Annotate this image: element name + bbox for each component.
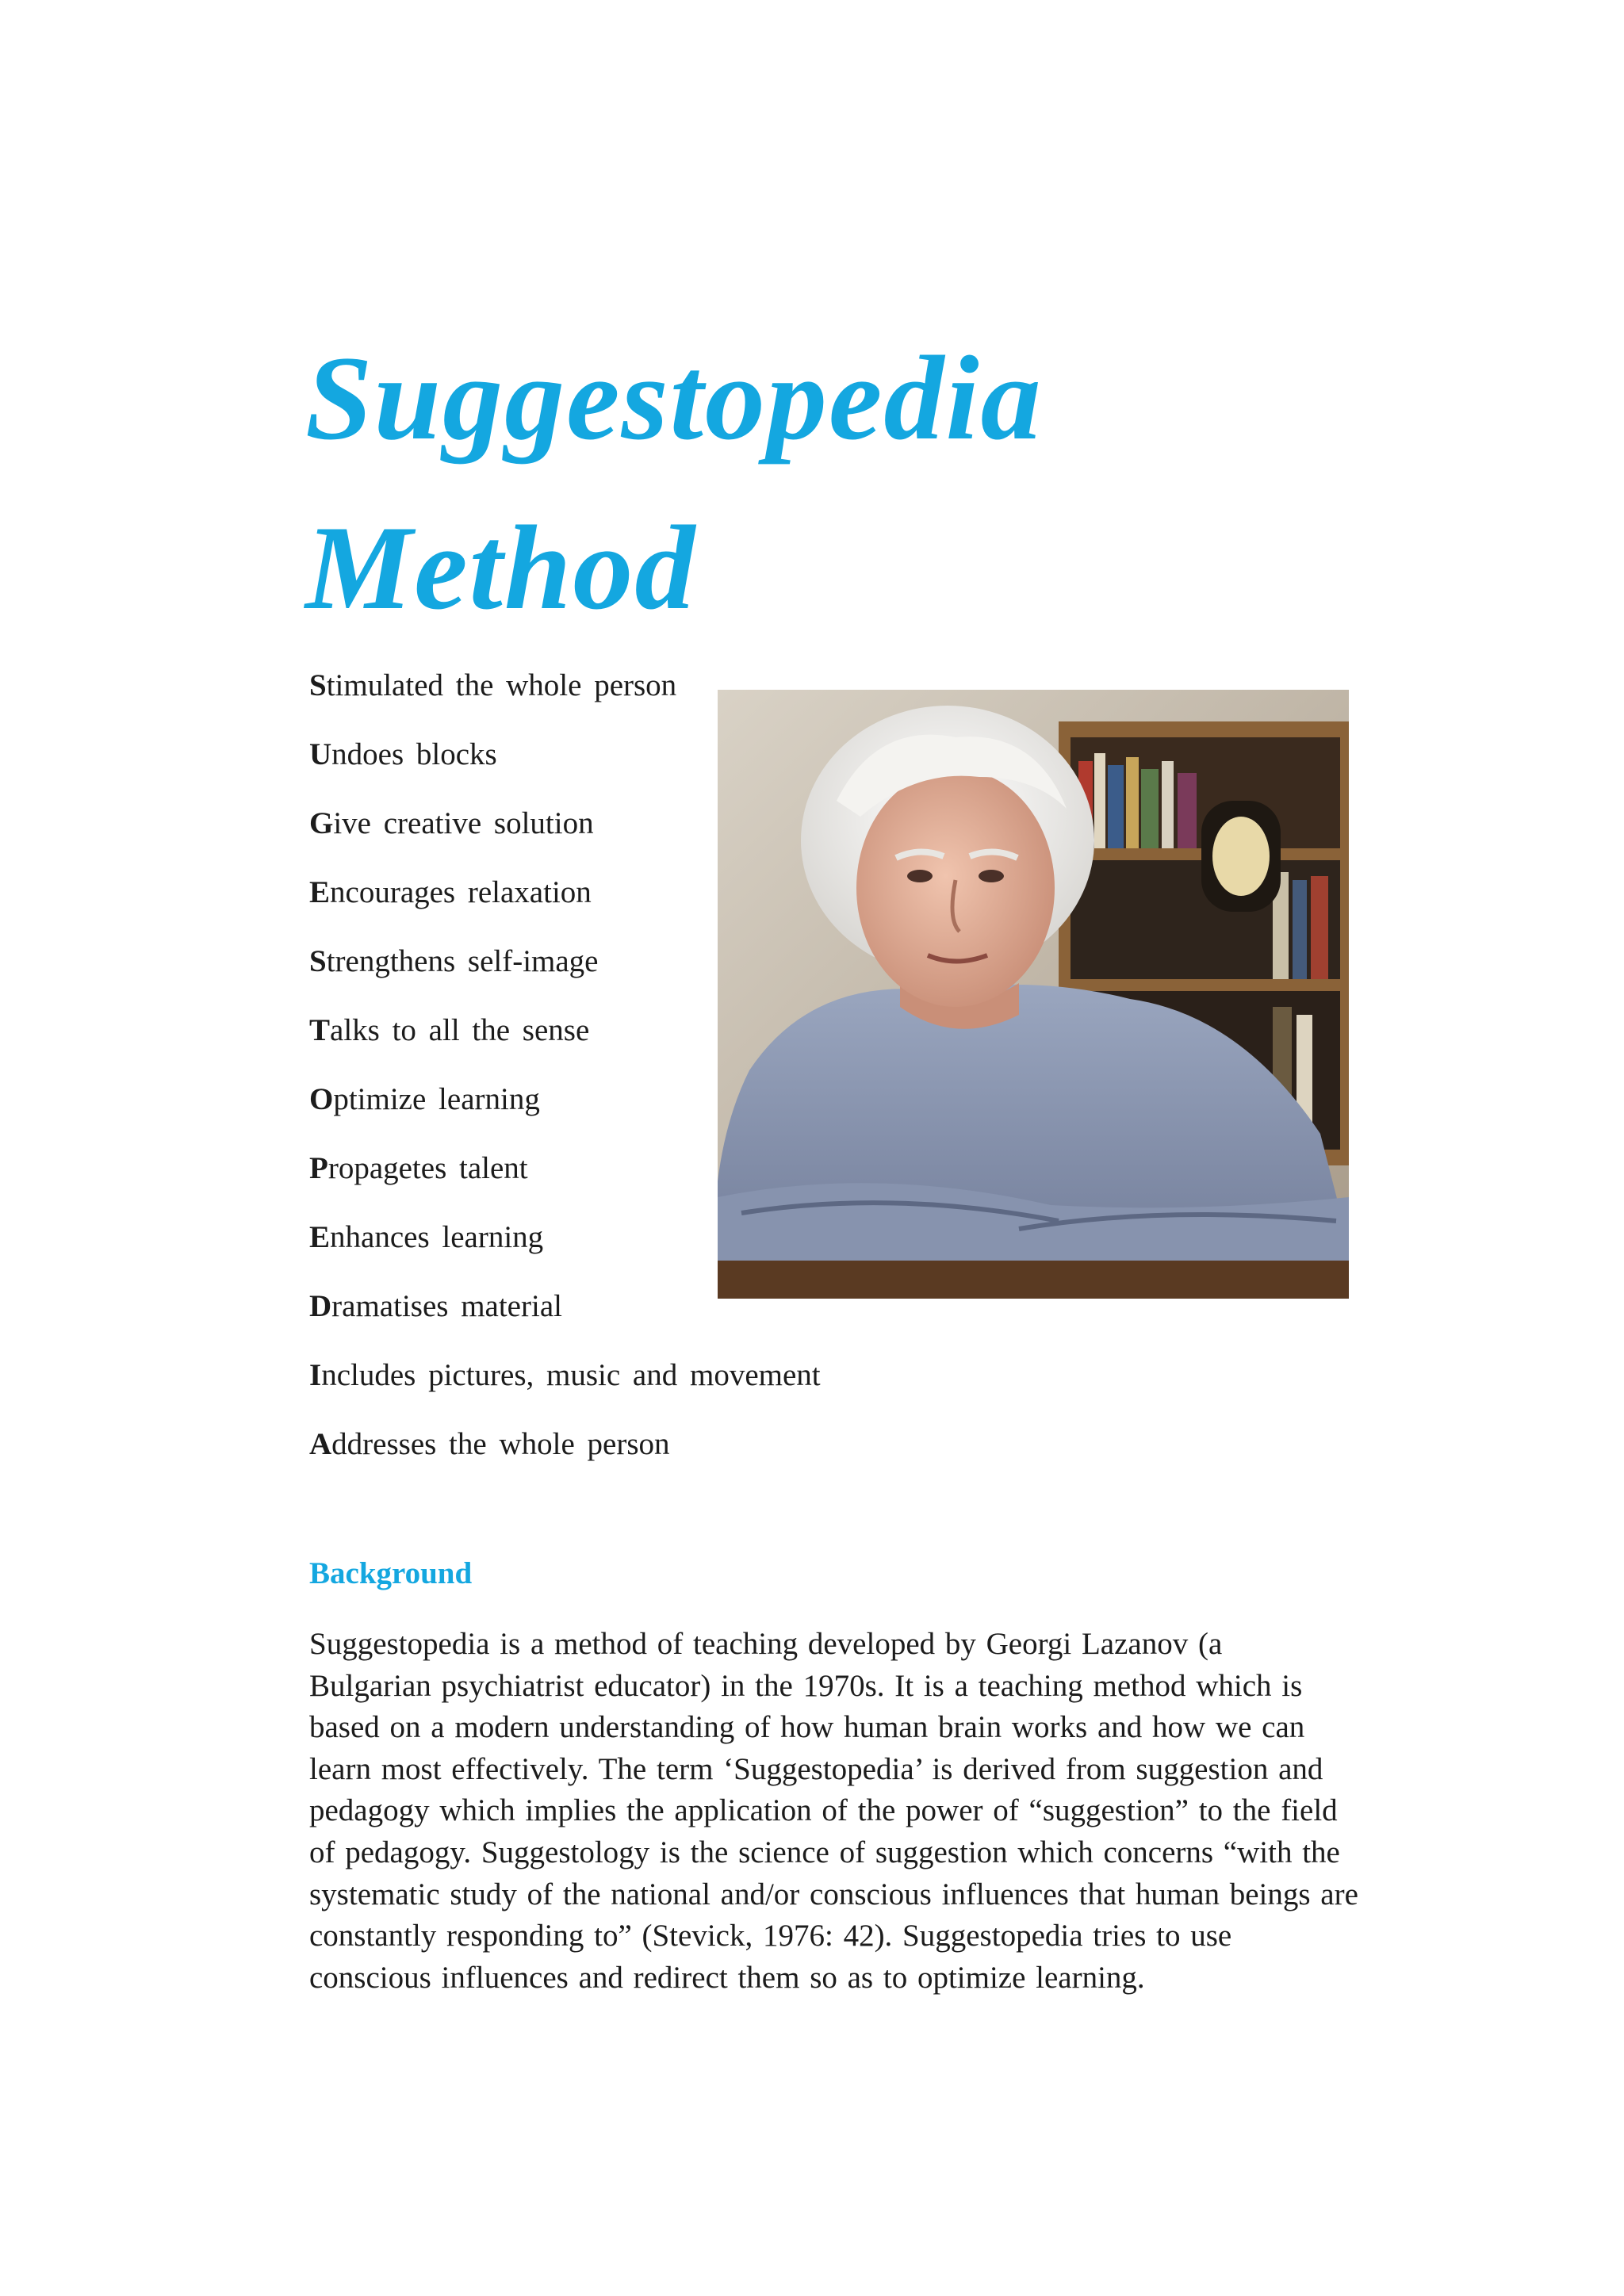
acrostic-initial: S (309, 668, 327, 702)
acrostic-initial: I (309, 1358, 322, 1392)
paragraph-line: Suggestopedia is a method of teaching developed by Georgi Lazanov (a (309, 1627, 1223, 1661)
page-title (305, 313, 1043, 652)
acrostic-text: ndoes blocks (331, 737, 497, 771)
paragraph-line: of pedagogy. Suggestology is the science of suggestion which concerns “with the (309, 1835, 1340, 1869)
acrostic-item (309, 1349, 821, 1418)
title-line-2: Method (305, 501, 697, 634)
paragraph-line: based on a modern understanding of how human brain works and how we can (309, 1710, 1305, 1745)
acrostic-initial: G (309, 806, 334, 840)
acrostic-text: alks to all the sense (330, 1013, 590, 1047)
acrostic-text: ddresses the whole person (331, 1427, 670, 1461)
paragraph-line: pedagogy which implies the application of the power of “suggestion” to the field (309, 1793, 1338, 1828)
paragraph-line: systematic study of the national and/or conscious influences that human beings are (309, 1877, 1358, 1911)
acrostic-initial: S (309, 944, 327, 978)
acrostic-initial: T (309, 1013, 331, 1047)
acrostic-text: ive creative solution (333, 806, 594, 840)
acrostic-text: trengthens self-image (326, 944, 599, 978)
acrostic-text: nhances learning (330, 1220, 544, 1254)
acrostic-initial: E (309, 875, 331, 909)
acrostic-item (309, 1418, 821, 1487)
acrostic-initial: P (309, 1151, 328, 1185)
acrostic-text: ramatises material (331, 1289, 562, 1323)
acrostic-text: ropagetes talent (327, 1151, 528, 1185)
title-line-1: Suggestopedia (305, 331, 1043, 465)
acrostic-text: ptimize learning (333, 1082, 540, 1116)
acrostic-text: timulated the whole person (326, 668, 677, 702)
paragraph-line: learn most effectively. The term ‘Suggestopedia’ is derived from suggestion and (309, 1751, 1323, 1786)
paragraph-line: Bulgarian psychiatrist educator) in the 1970s. It is a teaching method which is (309, 1668, 1303, 1703)
acrostic-initial: D (309, 1289, 332, 1323)
acrostic-initial: E (309, 1220, 331, 1254)
acrostic-text: ncludes pictures, music and movement (321, 1358, 821, 1392)
paragraph-line: constantly responding to” (Stevick, 1976: 42). Suggestopedia tries to use (309, 1919, 1232, 1954)
paragraph-line: conscious influences and redirect them so as to optimize learning. (309, 1960, 1145, 1995)
acrostic-initial: O (309, 1082, 334, 1116)
acrostic-initial: U (309, 737, 332, 771)
acrostic-text: ncourages relaxation (330, 875, 592, 909)
portrait-photo (718, 690, 1349, 1299)
background-paragraph (309, 1624, 1404, 1999)
section-heading-background: Background (309, 1556, 473, 1590)
acrostic-initial: A (309, 1427, 332, 1461)
